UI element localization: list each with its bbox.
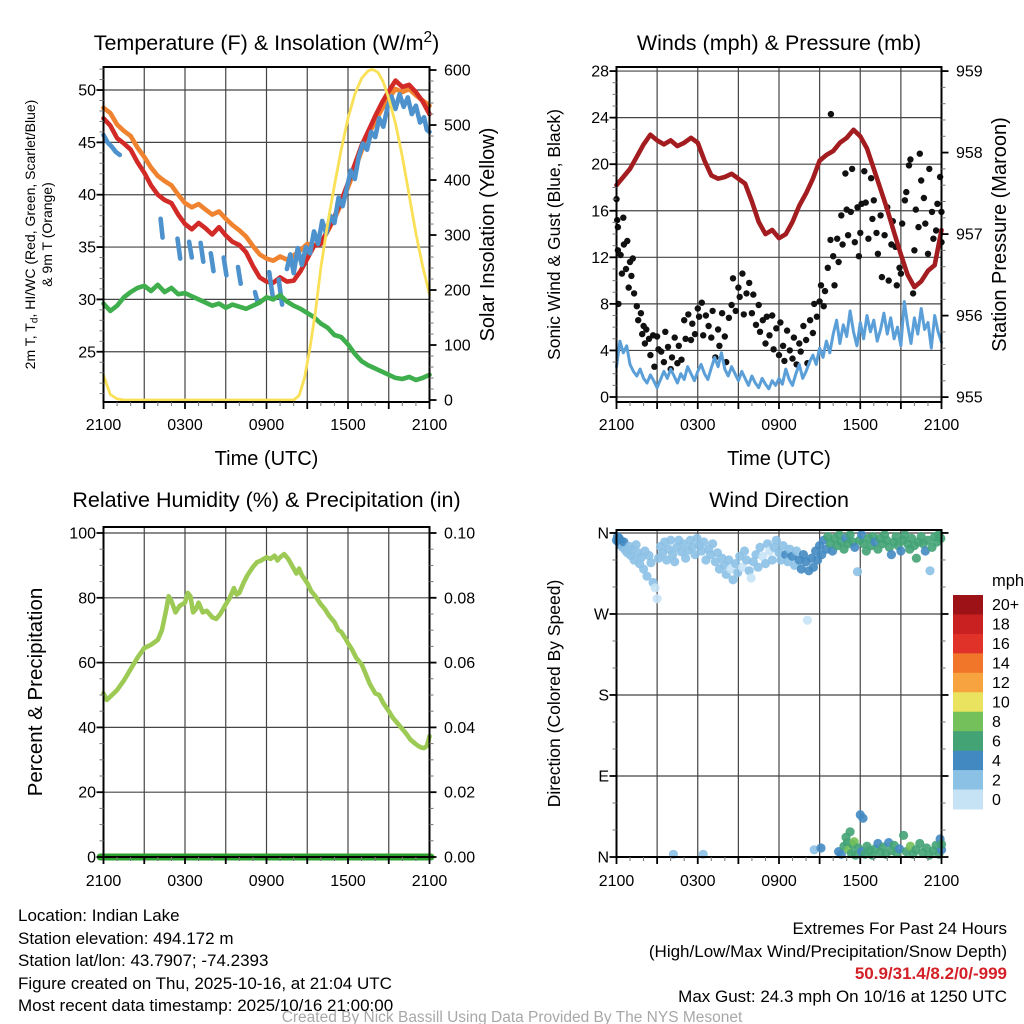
gust-dots	[798, 348, 804, 354]
gust-dots	[756, 302, 762, 308]
winds-pressure-xtick: 2100	[598, 417, 635, 434]
gust-dots	[825, 265, 831, 271]
temperature-insolation-ylabel-left: 2m T, Td, HI/WC (Red, Green, Scarlet/Blue)	[22, 99, 41, 370]
gust-dots	[678, 357, 684, 363]
gust-dots	[685, 311, 691, 317]
gust-dots	[628, 273, 634, 279]
humidity-precip-left-tick: 60	[78, 655, 96, 673]
gust-dots	[886, 277, 892, 283]
gust-dots	[769, 312, 775, 318]
gust-dots	[796, 340, 802, 346]
gust-dots	[814, 314, 820, 320]
colorbar-segment	[953, 634, 983, 654]
gust-dots	[739, 270, 745, 276]
temperature-insolation-left-tick: 25	[78, 344, 96, 362]
gust-dots	[834, 236, 840, 242]
gust-dots	[807, 317, 813, 323]
gust-dots	[827, 237, 833, 243]
gust-dots	[838, 212, 844, 218]
direction-dots	[653, 594, 662, 603]
gust-dots	[699, 300, 705, 306]
gust-dots	[696, 314, 702, 320]
humidity-precip-title: Relative Humidity (%) & Precipitation (in)	[72, 488, 461, 512]
gust-dots	[873, 230, 879, 236]
station-elevation: Station elevation: 494.172 m	[18, 928, 234, 948]
humidity-precip-right-tick: 0.00	[444, 849, 476, 867]
temperature-insolation-left-tick: 50	[78, 82, 96, 100]
winds-pressure-left-tick: 16	[591, 203, 609, 221]
gust-dots	[903, 189, 909, 195]
gust-dots	[777, 319, 783, 325]
humidity-precip-right-tick: 0.08	[444, 590, 476, 608]
gust-dots	[857, 230, 863, 236]
temperature-insolation-left-tick: 30	[78, 291, 96, 309]
gust-dots	[925, 251, 931, 257]
colorbar-unit-label: mph	[992, 572, 1024, 590]
direction-dots	[853, 567, 862, 576]
gust-dots	[638, 310, 644, 316]
temperature-insolation-right-tick: 600	[444, 62, 471, 80]
direction-dots	[740, 546, 749, 555]
humidity-precip-xtick: 0900	[248, 873, 285, 890]
gust-dots	[708, 334, 714, 340]
gust-dots	[871, 197, 877, 203]
temperature-insolation-xtick: 0300	[167, 417, 203, 434]
gust-dots	[661, 359, 667, 365]
gust-dots	[757, 329, 763, 335]
gust-dots	[868, 175, 874, 181]
gust-dots	[728, 302, 734, 308]
temperature-insolation-right-tick: 500	[444, 117, 471, 135]
gust-dots	[733, 308, 739, 314]
gust-dots	[781, 358, 787, 364]
data-timestamp: Most recent data timestamp: 2025/10/16 21:00:00	[18, 996, 394, 1016]
gust-dots	[822, 288, 828, 294]
gust-dots	[692, 331, 698, 337]
gust-dots	[828, 111, 834, 117]
max-gust: Max Gust: 24.3 mph On 10/16 at 1250 UTC	[678, 986, 1007, 1006]
humidity-precip-right-tick: 0.04	[444, 719, 476, 737]
gust-dots	[831, 282, 837, 288]
gust-dots	[913, 206, 919, 212]
figure-created: Figure created on Thu, 2025-10-16, at 21:04 UTC	[18, 973, 392, 993]
wind-direction-left-tick: S	[598, 687, 609, 705]
colorbar-label: 2	[992, 772, 1001, 790]
gust-dots	[810, 330, 816, 336]
gust-dots	[934, 201, 940, 207]
colorbar-label: 18	[992, 616, 1010, 634]
gust-dots	[735, 284, 741, 290]
gust-dots	[631, 290, 637, 296]
wind-direction-xtick: 2100	[598, 873, 635, 890]
winds-pressure-ylabel-right: Station Pressure (Maroon)	[989, 117, 1011, 352]
wind-direction-left-tick: N	[597, 849, 609, 867]
winds-pressure-title: Winds (mph) & Pressure (mb)	[636, 31, 922, 55]
station-location: Location: Indian Lake	[18, 906, 180, 925]
colorbar-label: 4	[992, 752, 1001, 770]
humidity-precip-xtick: 2100	[85, 873, 122, 890]
gust-dots	[766, 332, 772, 338]
winds-pressure-ylabel-left: Sonic Wind & Gust (Blue, Black)	[544, 109, 564, 360]
gust-dots	[852, 239, 858, 245]
gust-dots	[915, 224, 921, 230]
winds-pressure-right-tick: 959	[956, 63, 983, 81]
temperature-insolation-ylabel-left: & 9m T (Orange)	[39, 182, 55, 287]
wind-chill-line	[255, 292, 258, 302]
gust-dots	[773, 325, 779, 331]
winds-pressure-left-tick: 0	[600, 389, 609, 407]
winds-pressure-right-tick: 957	[956, 226, 983, 244]
colorbar-segment	[953, 770, 983, 790]
gust-dots	[877, 212, 883, 218]
gust-dots	[899, 220, 905, 226]
extremes-subtitle: (High/Low/Max Wind/Precipitation/Snow Depth)	[648, 941, 1007, 961]
gust-dots	[789, 355, 795, 361]
gust-dots	[917, 151, 923, 157]
gust-dots	[930, 236, 936, 242]
temperature-insolation-left-tick: 35	[78, 239, 96, 257]
gust-dots	[879, 274, 885, 280]
direction-dots	[887, 550, 896, 559]
gust-dots	[863, 199, 869, 205]
gust-dots	[753, 322, 759, 328]
wind-direction-title: Wind Direction	[709, 488, 849, 512]
direction-dots	[899, 831, 908, 840]
temperature-insolation-xtick: 2100	[85, 417, 122, 434]
winds-pressure-left-tick: 24	[591, 110, 609, 128]
direction-dots	[632, 540, 641, 549]
humidity-precip-left-tick: 100	[69, 525, 96, 543]
gust-dots	[624, 238, 630, 244]
humidity-precip-left-tick: 0	[87, 849, 96, 867]
winds-pressure-xtick: 2100	[923, 417, 960, 434]
temperature-insolation-right-tick: 300	[444, 227, 471, 245]
wind-chill-line	[201, 243, 204, 262]
temperature-insolation-xtick: 2100	[411, 417, 448, 434]
gust-dots	[921, 195, 927, 201]
wind-direction-xtick: 0300	[679, 873, 716, 890]
gust-dots	[722, 333, 728, 339]
gust-dots	[634, 303, 640, 309]
winds-pressure-right-tick: 956	[956, 308, 983, 326]
wind-direction-left-tick: E	[598, 768, 609, 786]
humidity-precip-right-tick: 0.06	[444, 655, 476, 673]
temperature-insolation-right-tick: 400	[444, 172, 471, 190]
temperature-insolation-left-tick: 45	[78, 134, 96, 152]
gust-dots	[635, 317, 641, 323]
colorbar-segment	[953, 751, 983, 771]
colorbar-segment	[953, 731, 983, 751]
gust-dots	[630, 255, 636, 261]
gust-dots	[845, 232, 851, 238]
wind-direction-ylabel-left: Direction (Colored By Speed)	[544, 579, 564, 808]
humidity-precip-right-tick: 0.02	[444, 784, 476, 802]
gust-dots	[716, 343, 722, 349]
wind-direction-xtick: 0900	[761, 873, 797, 890]
temperature-insolation-right-tick: 200	[444, 282, 471, 300]
direction-dots	[768, 555, 777, 564]
gust-dots	[849, 166, 855, 172]
temperature-insolation-right-tick: 0	[444, 392, 453, 410]
colorbar-segment	[953, 614, 983, 634]
humidity-precip-xtick: 1500	[330, 873, 366, 890]
gust-dots	[689, 321, 695, 327]
gust-dots	[662, 329, 668, 335]
direction-dots	[708, 539, 717, 548]
humidity-precip-left-tick: 40	[78, 719, 96, 737]
gust-dots	[821, 303, 827, 309]
winds-pressure-right-tick: 958	[956, 145, 983, 163]
gust-dots	[896, 265, 902, 271]
wind-direction-xtick: 1500	[842, 873, 879, 890]
winds-pressure-xtick: 0900	[761, 417, 797, 434]
gust-dots	[842, 170, 848, 176]
gust-dots	[665, 344, 671, 350]
humidity-precip-right-tick: 0.10	[444, 525, 476, 543]
colorbar-segment	[953, 653, 983, 673]
gust-dots	[626, 284, 632, 290]
gust-dots	[676, 343, 682, 349]
gust-dots	[918, 177, 924, 183]
gust-dots	[672, 334, 678, 340]
gust-dots	[719, 310, 725, 316]
extremes-title: Extremes For Past 24 Hours	[792, 919, 1007, 938]
gust-dots	[658, 348, 664, 354]
gust-dots	[784, 327, 790, 333]
colorbar-label: 6	[992, 733, 1001, 751]
station-info-block	[18, 905, 393, 1018]
gust-dots	[835, 259, 841, 265]
colorbar-label: 10	[992, 694, 1010, 712]
gust-dots	[929, 209, 935, 215]
wind-chill-line	[269, 272, 272, 295]
gust-dots	[830, 253, 836, 259]
gust-dots	[770, 346, 776, 352]
gust-dots	[875, 251, 881, 257]
direction-dots	[912, 554, 921, 563]
station-latlon: Station lat/lon: 43.7907; -74.2393	[18, 951, 269, 971]
temperature-insolation-ylabel-right: Solar Insolation (Yellow)	[477, 127, 499, 342]
gust-dots	[750, 291, 756, 297]
gust-dots	[688, 337, 694, 343]
gust-dots	[869, 216, 875, 222]
colorbar-label: 8	[992, 713, 1001, 731]
wind-chill-line	[178, 239, 181, 259]
wind-chill-line	[189, 242, 192, 258]
wind-direction-left-tick: N	[597, 525, 609, 543]
gust-dots	[682, 336, 688, 342]
gust-dots	[848, 209, 854, 215]
direction-dots	[858, 814, 867, 823]
gust-dots	[715, 326, 721, 332]
gust-dots	[643, 326, 649, 332]
gust-dots	[741, 311, 747, 317]
chart-humidity-precip	[97, 527, 437, 864]
winds-pressure-right-tick: 955	[956, 389, 983, 407]
colorbar-segment	[953, 595, 983, 615]
credit-line: Created By Nick Bassill Using Data Provided By The NYS Mesonet	[281, 1009, 743, 1024]
direction-dots	[816, 843, 825, 852]
gust-dots	[681, 317, 687, 323]
gust-dots	[922, 220, 928, 226]
temperature-insolation-xlabel: Time (UTC)	[214, 448, 319, 470]
wind-chill-line	[238, 267, 241, 284]
direction-dots	[666, 536, 675, 545]
winds-pressure-left-tick: 12	[591, 249, 609, 267]
humidity-precip-xtick: 2100	[411, 873, 448, 890]
gust-dots	[787, 347, 793, 353]
gust-dots	[709, 308, 715, 314]
temperature-insolation-xtick: 1500	[330, 417, 366, 434]
gust-dots	[926, 166, 932, 172]
winds-pressure-left-tick: 28	[591, 63, 609, 81]
colorbar-segment	[953, 692, 983, 712]
gust-dots	[902, 197, 908, 203]
gust-dots	[839, 241, 845, 247]
colorbar-label: 20+	[992, 597, 1020, 615]
colorbar-label: 0	[992, 791, 1001, 809]
temperature-insolation-left-tick: 40	[78, 187, 96, 205]
temperature-insolation-title: Temperature (F) & Insolation $(W/m^2)$	[93, 28, 440, 55]
direction-dots	[925, 566, 934, 575]
humidity-precip-xtick: 0300	[167, 873, 203, 890]
gust-dots	[791, 334, 797, 340]
wind-chill-line	[224, 258, 227, 276]
colorbar-segment	[953, 673, 983, 693]
temperature-insolation-xtick: 0900	[248, 417, 285, 434]
direction-dots	[803, 616, 812, 625]
direction-dots	[681, 554, 690, 563]
chart-temperature-insolation	[97, 67, 437, 409]
gust-dots	[906, 162, 912, 168]
colorbar-segment	[953, 790, 983, 810]
direction-dots	[747, 573, 756, 582]
wind-direction-left-tick: W	[593, 606, 609, 624]
wind-chill-line	[161, 219, 163, 238]
gust-dots	[617, 252, 623, 258]
gust-dots	[764, 314, 770, 320]
chart-winds-pressure	[610, 67, 949, 409]
speed-colorbar	[953, 595, 983, 810]
gust-dots	[800, 323, 806, 329]
gust-dots	[746, 280, 752, 286]
wind-chill-line	[279, 280, 282, 305]
gust-dots	[818, 282, 824, 288]
colorbar-label: 14	[992, 655, 1010, 673]
gust-dots	[623, 266, 629, 272]
winds-pressure-left-tick: 4	[600, 342, 609, 360]
gust-dots	[762, 340, 768, 346]
winds-pressure-left-tick: 8	[600, 296, 609, 314]
gust-dots	[907, 156, 913, 162]
gust-dots	[647, 352, 653, 358]
temperature-insolation-right-tick: 100	[444, 337, 471, 355]
direction-dots	[846, 827, 855, 836]
gust-dots	[669, 354, 675, 360]
gust-dots	[705, 323, 711, 329]
gust-dots	[743, 290, 749, 296]
gust-dots	[737, 294, 743, 300]
gust-dots	[749, 310, 755, 316]
extremes-values: 50.9/31.4/8.2/0/-999	[854, 964, 1007, 984]
wind-direction-xtick: 2100	[923, 873, 960, 890]
wind-chill-line	[211, 253, 214, 271]
humidity-precip-left-tick: 80	[78, 590, 96, 608]
colorbar-label: 12	[992, 675, 1010, 693]
gust-dots	[911, 247, 917, 253]
winds-pressure-xlabel: Time (UTC)	[727, 448, 831, 470]
gust-dots	[776, 352, 782, 358]
direction-dots	[896, 546, 905, 555]
gust-dots	[620, 215, 626, 221]
gust-dots	[910, 290, 916, 296]
winds-pressure-xtick: 0300	[679, 417, 716, 434]
direction-dots	[670, 557, 679, 566]
gust-dots	[933, 227, 939, 233]
gust-dots	[894, 282, 900, 288]
gust-dots	[651, 364, 657, 370]
gust-dots	[898, 270, 904, 276]
gust-dots	[726, 315, 732, 321]
gust-dots	[695, 305, 701, 311]
humidity-precip-left-tick: 20	[78, 784, 96, 802]
gust-dots	[803, 337, 809, 343]
humidity-precip-ylabel-left: Percent & Precipitation	[24, 587, 47, 797]
colorbar-label: 16	[992, 636, 1010, 654]
direction-dots	[651, 583, 660, 592]
winds-pressure-xtick: 1500	[842, 417, 879, 434]
gust-dots	[700, 332, 706, 338]
extremes-block	[649, 918, 1007, 1008]
gust-dots	[703, 312, 709, 318]
gust-dots	[865, 236, 871, 242]
gust-dots	[881, 232, 887, 238]
winds-pressure-left-tick: 20	[591, 156, 609, 174]
gust-dots	[856, 253, 862, 259]
gust-dots	[654, 333, 660, 339]
gust-dots	[730, 275, 736, 281]
gust-dots	[861, 168, 867, 174]
gust-dots	[780, 343, 786, 349]
chart-wind-direction	[610, 530, 984, 864]
colorbar-segment	[953, 712, 983, 732]
